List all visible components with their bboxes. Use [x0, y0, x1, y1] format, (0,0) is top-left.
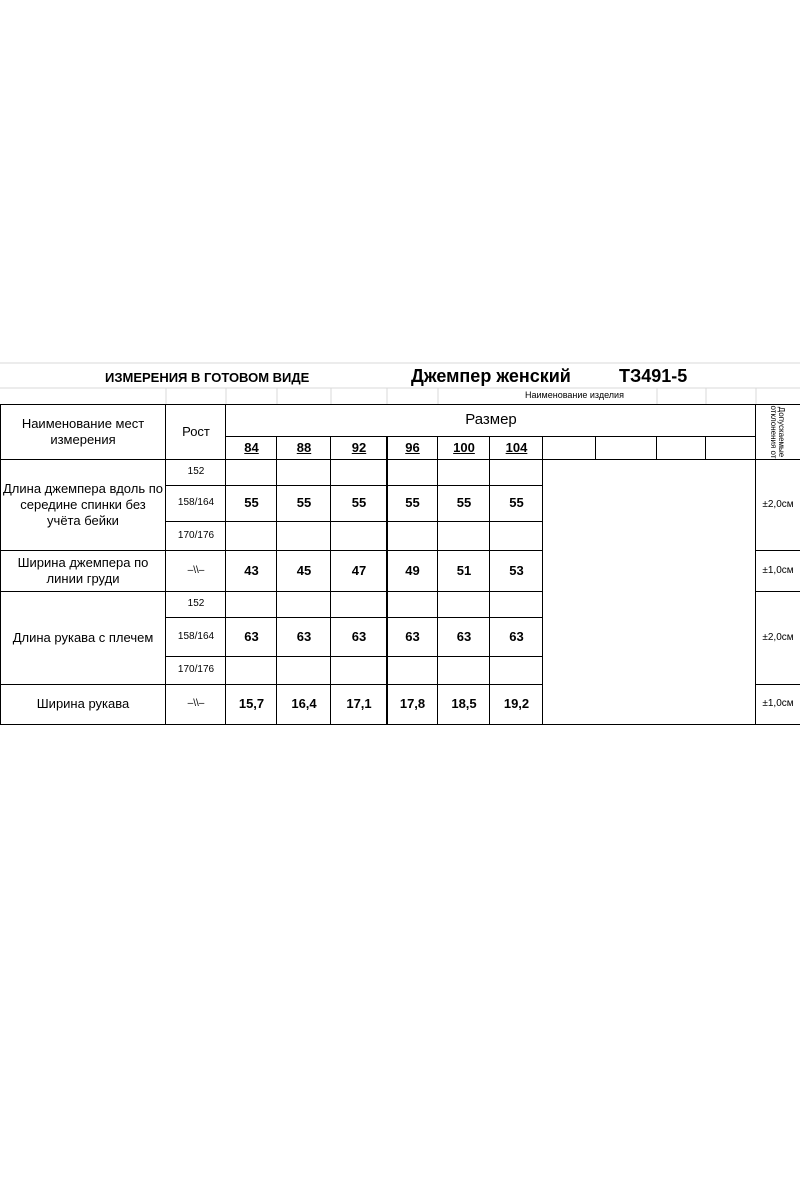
value-cell: 55	[244, 495, 259, 511]
row-label-sleeve-width: Ширина рукава	[36, 696, 130, 712]
row-label-sleeve-length: Длина рукава с плечем	[12, 629, 154, 645]
column-header-measure-place: Наименование мест измерения	[21, 415, 145, 447]
size-104: 104	[505, 439, 528, 455]
height-cell: 158/164	[177, 630, 215, 642]
column-header-tolerance: Допускаемые отклонения от	[768, 405, 786, 459]
value-cell: 18,5	[451, 696, 477, 712]
row-label-jumper-length: Длина джемпера вдоль по середине спинки без учёта бейки	[3, 480, 163, 529]
value-cell: 55	[351, 495, 367, 511]
height-cell: 158/164	[177, 497, 215, 509]
column-header-size: Размер	[465, 411, 517, 429]
value-cell: 55	[296, 495, 312, 511]
size-88: 88	[296, 439, 312, 455]
value-cell: 51	[456, 562, 472, 578]
product-name: Джемпер женский	[411, 366, 571, 386]
value-cell: 55	[405, 495, 420, 511]
size-92: 92	[351, 439, 367, 455]
row-label-chest-width: Ширина джемпера по линии груди	[17, 554, 149, 586]
value-cell: 63	[351, 628, 367, 644]
tolerance-cell: ±2,0см	[762, 631, 794, 643]
value-cell: 63	[296, 628, 312, 644]
height-cell: 170/176	[177, 664, 215, 676]
value-cell: 55	[509, 495, 524, 511]
value-cell: 45	[296, 562, 312, 578]
value-cell: 43	[244, 562, 259, 578]
column-header-height: Рост	[182, 423, 210, 439]
height-cell: 152	[187, 598, 205, 610]
size-96: 96	[405, 439, 420, 455]
tolerance-cell: ±1,0см	[762, 564, 794, 576]
tolerance-cell: ±1,0см	[762, 698, 794, 710]
value-cell: 63	[456, 628, 472, 644]
value-cell: 63	[509, 628, 524, 644]
sheet-title: ИЗМЕРЕНИЯ В ГОТОВОМ ВИДЕ	[105, 370, 310, 385]
height-cell: 170/176	[177, 529, 215, 541]
size-84: 84	[244, 439, 259, 455]
value-cell: 17,1	[346, 696, 372, 712]
value-cell: 55	[456, 495, 472, 511]
height-cell: –\\–	[187, 564, 205, 576]
value-cell: 47	[351, 562, 367, 578]
value-cell: 53	[509, 562, 524, 578]
height-cell: 152	[187, 466, 205, 478]
value-cell: 63	[405, 628, 420, 644]
product-caption: Наименование изделия	[525, 390, 624, 400]
value-cell: 16,4	[291, 696, 317, 712]
value-cell: 15,7	[238, 696, 265, 712]
tolerance-cell: ±2,0см	[762, 498, 794, 510]
product-code: ТЗ491-5	[619, 366, 688, 386]
value-cell: 19,2	[503, 696, 530, 712]
value-cell: 63	[244, 628, 259, 644]
height-cell: –\\–	[187, 698, 205, 710]
size-100: 100	[453, 439, 475, 455]
value-cell: 17,8	[399, 696, 426, 712]
value-cell: 49	[405, 562, 420, 578]
